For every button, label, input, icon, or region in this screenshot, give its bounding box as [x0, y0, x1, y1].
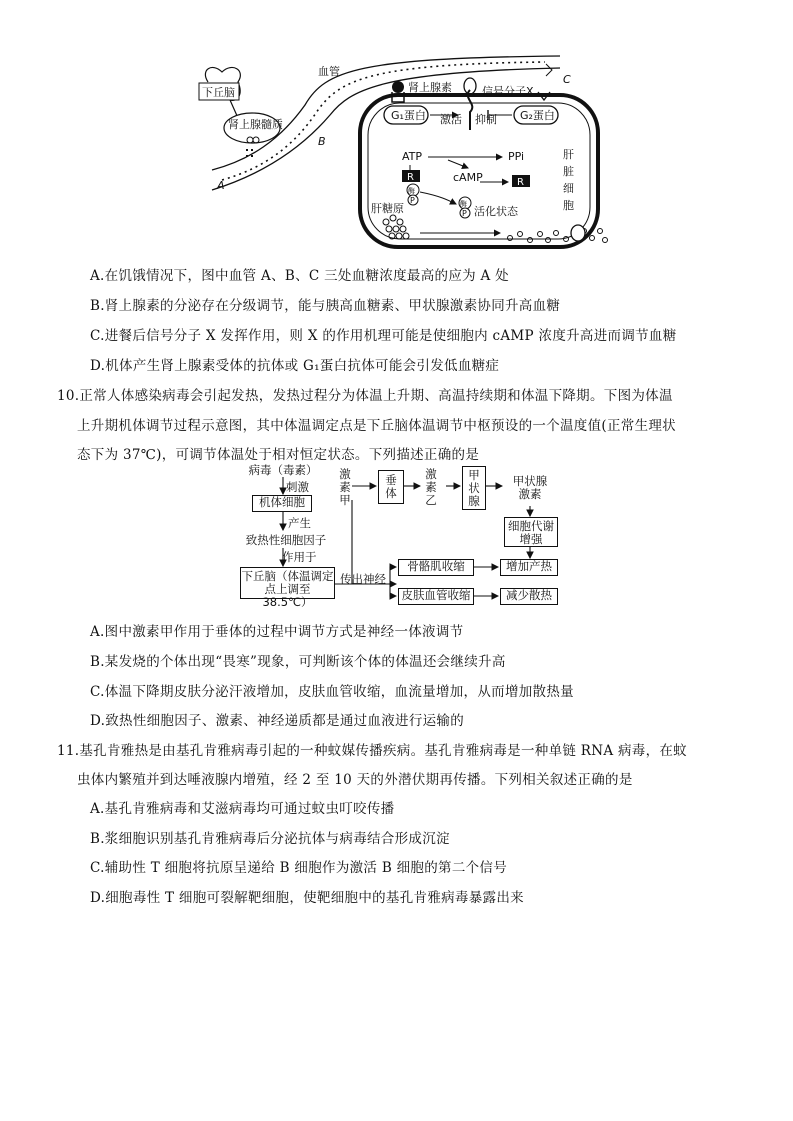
camp-label: cAMP: [453, 171, 483, 184]
liver-cell-char-3: 细: [563, 182, 574, 195]
inhibit-label: 抑制: [475, 113, 497, 126]
svg-text:酶: 酶: [460, 200, 467, 208]
hypothalamus-label: 下丘脑: [202, 86, 235, 99]
q10-option-a: A.图中激素甲作用于垂体的过程中调节方式是神经一体液调节: [90, 624, 464, 640]
svg-text:酶: 酶: [408, 187, 415, 195]
q9-option-c: C.进餐后信号分子 X 发挥作用，则 X 的作用机理可能是使细胞内 cAMP 浓度升高进而调节血糖: [90, 328, 677, 344]
atp-label: ATP: [402, 150, 423, 163]
q9-option-b: B.肾上腺素的分泌存在分级调节，能与胰高血糖素、甲状腺激素协同升高血糖: [90, 298, 561, 314]
liver-cell-char-4: 胞: [563, 199, 574, 212]
metabolism-box: 细胞代谢 增强: [504, 517, 558, 547]
produce-label: 产生: [288, 516, 311, 530]
hormone-jia-label: 激 素 甲: [339, 467, 351, 507]
q11-stem-line-1: 11.基孔肯雅热是由基孔肯雅病毒引起的一种蚊媒传播疾病。基孔肯雅病毒是一种单链 RNA 病毒，在蚊: [57, 743, 687, 759]
q10-stem-line-3: 态下为 37℃)，可调节体温处于相对恒定状态。下列描述正确的是: [77, 447, 480, 463]
q10-option-c: C.体温下降期皮肤分泌汗液增加，皮肤血管收缩，血流量增加，从而增加散热量: [90, 684, 574, 700]
hormone-yi-label: 激 素 乙: [425, 467, 437, 507]
point-a-label: A: [217, 179, 225, 192]
q10-option-d: D.致热性细胞因子、激素、神经递质都是通过血液进行运输的: [90, 713, 465, 729]
body-cell-box: 机体细胞: [252, 495, 312, 512]
svg-text:G₁蛋白: G₁蛋白: [391, 109, 426, 122]
thyroid-box: 甲 状 腺: [462, 466, 486, 510]
svg-text:P: P: [462, 209, 467, 218]
q10-stem-line-2: 上升期机体调节过程示意图，其中体温调定点是下丘脑体温调节中枢预设的一个温度值(正常生理状: [77, 418, 676, 434]
ppi-label: PPi: [508, 150, 525, 163]
epinephrine-label: 肾上腺素: [408, 81, 452, 94]
point-c-label: C: [563, 73, 571, 86]
efferent-nerve-label: 传出神经: [340, 572, 386, 586]
svg-text:R: R: [407, 172, 414, 183]
q9-option-d: D.机体产生肾上腺素受体的抗体或 G₁蛋白抗体可能会引发低血糖症: [90, 358, 500, 374]
pyrogen-label: 致热性细胞因子: [245, 533, 327, 547]
liver-cell-char-2: 脏: [563, 165, 574, 178]
hypothalamus-line-2: 点上调至 38.5℃）: [262, 582, 313, 609]
signal-x-label: 信号分子X: [482, 85, 534, 98]
heat-loss-box: 减少散热: [500, 588, 558, 605]
svg-text:G₂蛋白: G₂蛋白: [520, 109, 555, 122]
act-on-label: 作用于: [282, 550, 317, 564]
point-b-label: B: [318, 135, 326, 148]
q11-option-a: A.基孔肯雅病毒和艾滋病毒均可通过蚊虫叮咬传播: [90, 801, 395, 817]
stimulate-label: 刺激: [286, 480, 309, 494]
adrenal-medulla-label: 肾上腺髓质: [228, 118, 283, 131]
muscle-box: 骨骼肌收缩: [398, 559, 474, 576]
q11-option-c: C.辅助性 T 细胞将抗原呈递给 B 细胞作为激活 B 细胞的第二个信号: [90, 860, 508, 876]
svg-text:P: P: [410, 196, 415, 205]
heat-gain-box: 增加产热: [500, 559, 558, 576]
liver-cell-char-1: 肝: [563, 148, 574, 161]
activate-label: 激活: [440, 113, 462, 126]
thyroid-hormone-label: 甲状腺 激素: [512, 474, 548, 501]
q9-option-a: A.在饥饿情况下，图中血管 A、B、C 三处血糖浓度最高的应为 A 处: [90, 268, 509, 284]
glycogen-label: 肝糖原: [371, 202, 404, 215]
hypothalamus-box: [240, 567, 335, 609]
q10-stem-line-1: 10.正常人体感染病毒会引起发热，发热过程分为体温上升期、高温持续期和体温下降期。下图为体温: [57, 388, 673, 404]
hypothalamus-line-1: 下丘脑（体温调定: [241, 569, 334, 583]
q11-stem-line-2: 虫体内繁殖并到达唾液腺内增殖，经 2 至 10 天的外潜伏期再传播。下列相关叙述正确的是: [77, 772, 633, 788]
q11-option-b: B.浆细胞识别基孔肯雅病毒后分泌抗体与病毒结合形成沉淀: [90, 831, 450, 847]
virus-label: 病毒（毒素）: [248, 463, 318, 477]
q11-option-d: D.细胞毒性 T 细胞可裂解靶细胞，使靶细胞中的基孔肯雅病毒暴露出来: [90, 890, 524, 906]
pituitary-box: 垂 体: [378, 470, 404, 504]
q10-option-b: B.某发烧的个体出现“畏寒”现象，可判断该个体的体温还会继续升高: [90, 654, 506, 670]
active-state-label: 活化状态: [474, 205, 518, 218]
svg-text:R: R: [517, 177, 524, 188]
vessel-label: 血管: [318, 65, 340, 78]
skin-vessel-box: 皮肤血管收缩: [398, 588, 474, 605]
